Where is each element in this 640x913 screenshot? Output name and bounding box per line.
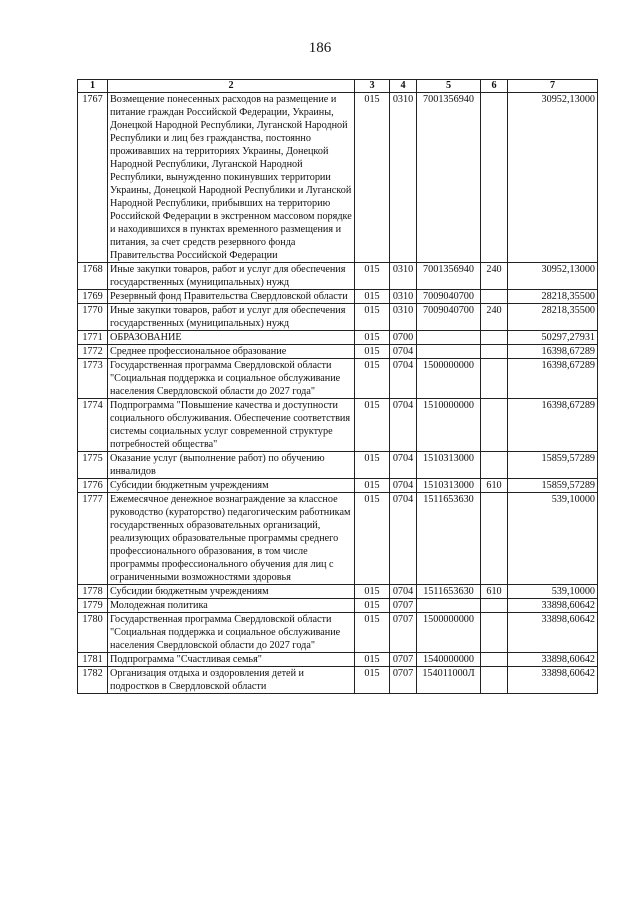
row-target-code: 7001356940	[417, 263, 481, 290]
row-section-code: 0704	[390, 493, 417, 585]
row-name: Молодежная политика	[108, 599, 355, 613]
row-section-code: 0704	[390, 399, 417, 452]
row-section-code: 0707	[390, 667, 417, 694]
row-section-code: 0704	[390, 452, 417, 479]
row-amount: 33898,60642	[508, 653, 598, 667]
row-ministry-code: 015	[355, 345, 390, 359]
row-section-code: 0704	[390, 359, 417, 399]
row-name: Государственная программа Свердловской области "Социальная поддержка и социальное обслуживание населения Свердловской области до 2027 года"	[108, 613, 355, 653]
row-expense-type	[481, 331, 508, 345]
table-row	[78, 345, 598, 359]
row-name: Резервный фонд Правительства Свердловской области	[108, 290, 355, 304]
row-number: 1782	[78, 667, 108, 694]
row-amount: 50297,27931	[508, 331, 598, 345]
header-cell-3: 3	[355, 80, 390, 93]
row-ministry-code: 015	[355, 493, 390, 585]
table-row	[78, 93, 598, 263]
header-row	[78, 80, 598, 93]
row-expense-type	[481, 359, 508, 399]
row-ministry-code: 015	[355, 399, 390, 452]
row-expense-type	[481, 93, 508, 263]
row-name: Ежемесячное денежное вознаграждение за классное руководство (кураторство) педагогическим работникам государственных образовательных организаций, реализующих образовательные программы среднего профессионального образования, в том числе программы профессионального обучения для лиц с ограниченными возможностями здоровья	[108, 493, 355, 585]
row-expense-type: 240	[481, 304, 508, 331]
row-expense-type	[481, 345, 508, 359]
row-amount: 33898,60642	[508, 599, 598, 613]
row-amount: 28218,35500	[508, 290, 598, 304]
row-target-code: 1510313000	[417, 479, 481, 493]
row-amount: 16398,67289	[508, 345, 598, 359]
row-target-code: 1500000000	[417, 359, 481, 399]
header-cell-1: 1	[78, 80, 108, 93]
table-row	[78, 613, 598, 653]
row-expense-type	[481, 613, 508, 653]
row-amount: 15859,57289	[508, 452, 598, 479]
row-ministry-code: 015	[355, 667, 390, 694]
row-amount: 28218,35500	[508, 304, 598, 331]
row-target-code: 1500000000	[417, 613, 481, 653]
row-section-code: 0310	[390, 304, 417, 331]
row-ministry-code: 015	[355, 331, 390, 345]
row-expense-type: 610	[481, 585, 508, 599]
row-ministry-code: 015	[355, 613, 390, 653]
row-ministry-code: 015	[355, 263, 390, 290]
row-number: 1777	[78, 493, 108, 585]
row-expense-type	[481, 452, 508, 479]
row-number: 1775	[78, 452, 108, 479]
row-number: 1769	[78, 290, 108, 304]
row-ministry-code: 015	[355, 585, 390, 599]
row-section-code: 0704	[390, 345, 417, 359]
row-name: Среднее профессиональное образование	[108, 345, 355, 359]
row-name: Субсидии бюджетным учреждениям	[108, 585, 355, 599]
table-row	[78, 493, 598, 585]
row-expense-type	[481, 493, 508, 585]
row-target-code: 1510000000	[417, 399, 481, 452]
row-section-code: 0707	[390, 653, 417, 667]
row-target-code: 1511653630	[417, 585, 481, 599]
table-row	[78, 290, 598, 304]
row-amount: 539,10000	[508, 585, 598, 599]
row-number: 1774	[78, 399, 108, 452]
row-name: ОБРАЗОВАНИЕ	[108, 331, 355, 345]
table-row	[78, 452, 598, 479]
header-cell-4: 4	[390, 80, 417, 93]
row-ministry-code: 015	[355, 452, 390, 479]
row-name: Подпрограмма "Счастливая семья"	[108, 653, 355, 667]
row-number: 1781	[78, 653, 108, 667]
row-expense-type	[481, 653, 508, 667]
row-number: 1778	[78, 585, 108, 599]
row-expense-type: 610	[481, 479, 508, 493]
row-section-code: 0707	[390, 599, 417, 613]
row-number: 1771	[78, 331, 108, 345]
row-number: 1768	[78, 263, 108, 290]
row-target-code: 7009040700	[417, 290, 481, 304]
row-number: 1772	[78, 345, 108, 359]
row-target-code: 1540000000	[417, 653, 481, 667]
row-target-code: 154011000Л	[417, 667, 481, 694]
row-amount: 539,10000	[508, 493, 598, 585]
row-section-code: 0310	[390, 93, 417, 263]
row-name: Субсидии бюджетным учреждениям	[108, 479, 355, 493]
table-row	[78, 653, 598, 667]
row-section-code: 0310	[390, 263, 417, 290]
row-expense-type	[481, 399, 508, 452]
table-row	[78, 304, 598, 331]
row-ministry-code: 015	[355, 290, 390, 304]
header-cell-6: 6	[481, 80, 508, 93]
row-name: Иные закупки товаров, работ и услуг для обеспечения государственных (муниципальных) нужд	[108, 304, 355, 331]
row-number: 1779	[78, 599, 108, 613]
row-ministry-code: 015	[355, 359, 390, 399]
row-section-code: 0704	[390, 585, 417, 599]
row-number: 1767	[78, 93, 108, 263]
row-amount: 33898,60642	[508, 613, 598, 653]
row-section-code: 0704	[390, 479, 417, 493]
table-row	[78, 399, 598, 452]
row-name: Государственная программа Свердловской области "Социальная поддержка и социальное обслуживание населения Свердловской области до 2027 года"	[108, 359, 355, 399]
row-section-code: 0707	[390, 613, 417, 653]
row-amount: 16398,67289	[508, 359, 598, 399]
row-section-code: 0310	[390, 290, 417, 304]
row-target-code	[417, 599, 481, 613]
row-amount: 30952,13000	[508, 263, 598, 290]
row-target-code: 1510313000	[417, 452, 481, 479]
row-number: 1770	[78, 304, 108, 331]
row-target-code: 7009040700	[417, 304, 481, 331]
row-number: 1780	[78, 613, 108, 653]
row-ministry-code: 015	[355, 304, 390, 331]
row-amount: 16398,67289	[508, 399, 598, 452]
header-cell-5: 5	[417, 80, 481, 93]
row-section-code: 0700	[390, 331, 417, 345]
row-number: 1773	[78, 359, 108, 399]
table-body	[78, 93, 598, 694]
table-row	[78, 599, 598, 613]
row-target-code: 1511653630	[417, 493, 481, 585]
table-row	[78, 263, 598, 290]
row-expense-type	[481, 599, 508, 613]
header-cell-7: 7	[508, 80, 598, 93]
table-row	[78, 667, 598, 694]
row-name: Подпрограмма "Повышение качества и доступности социального обслуживания. Обеспечение соответствия системы социальных услуг современной структуре потребностей общества"	[108, 399, 355, 452]
row-target-code	[417, 345, 481, 359]
row-amount: 33898,60642	[508, 667, 598, 694]
row-ministry-code: 015	[355, 479, 390, 493]
table-row	[78, 585, 598, 599]
row-name: Иные закупки товаров, работ и услуг для обеспечения государственных (муниципальных) нужд	[108, 263, 355, 290]
row-amount: 15859,57289	[508, 479, 598, 493]
row-target-code	[417, 331, 481, 345]
row-target-code: 7001356940	[417, 93, 481, 263]
table-header	[78, 80, 598, 93]
row-name: Организация отдыха и оздоровления детей и подростков в Свердловской области	[108, 667, 355, 694]
row-ministry-code: 015	[355, 653, 390, 667]
table-row	[78, 331, 598, 345]
row-expense-type: 240	[481, 263, 508, 290]
row-name: Оказание услуг (выполнение работ) по обучению инвалидов	[108, 452, 355, 479]
row-ministry-code: 015	[355, 599, 390, 613]
row-expense-type	[481, 667, 508, 694]
row-amount: 30952,13000	[508, 93, 598, 263]
row-expense-type	[481, 290, 508, 304]
budget-table	[77, 79, 598, 694]
row-ministry-code: 015	[355, 93, 390, 263]
row-name: Возмещение понесенных расходов на размещение и питание граждан Российской Федерации, Украины, Донецкой Народной Республики, Луганской Народной Республики и лиц без гражданства, постоянно проживавших на территориях Украины, Донецкой Народной Республики, Луганской Народной Республики, вынужденно покинувших территории Украины, Донецкой Народной Республики и Луганской Народной Республики, прибывших на территорию Российской Федерации в экстренном массовом порядке и находившихся в пунктах временного размещения и питания, за счет средств резервного фонда Правительства Российской Федерации	[108, 93, 355, 263]
table-row	[78, 359, 598, 399]
row-number: 1776	[78, 479, 108, 493]
page-number: 186	[308, 40, 332, 56]
header-cell-2: 2	[108, 80, 355, 93]
table-row	[78, 479, 598, 493]
